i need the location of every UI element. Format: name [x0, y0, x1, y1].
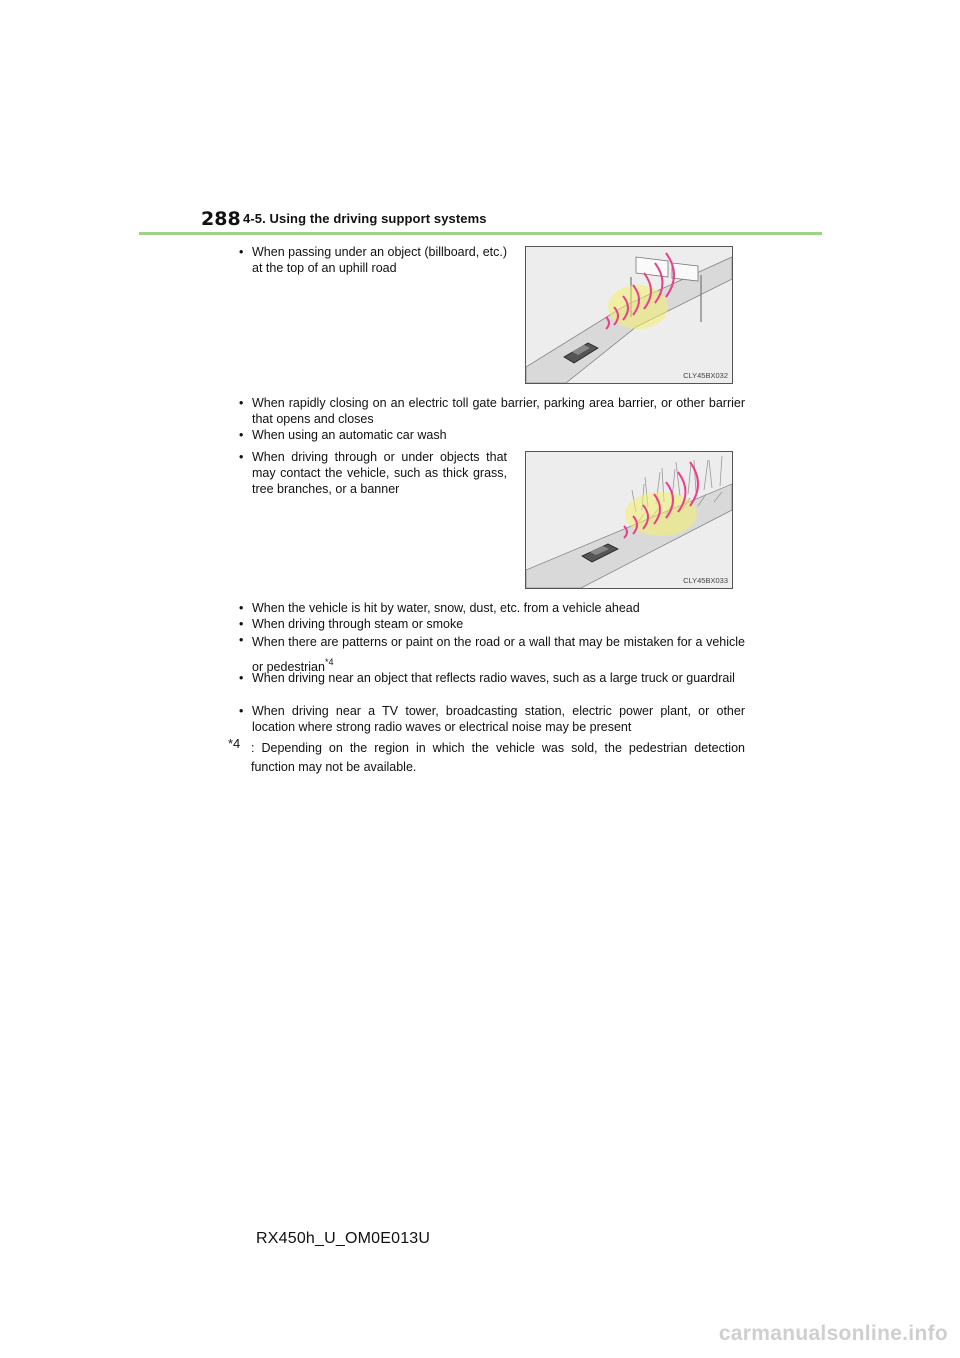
bullet-text: When driving near a TV tower, broadcasting station, electric power plant, or other location where strong radio waves or electrical noise may be present [252, 704, 745, 734]
figure-uphill-billboard [525, 246, 733, 384]
bullet-item: • When rapidly closing on an electric toll gate barrier, parking area barrier, or other barrier that opens and closes [239, 396, 745, 426]
watermark: carmanualsonline.info [718, 1322, 948, 1345]
footnote-mark: *4 [228, 736, 241, 751]
figure-code: CLY45BX033 [683, 576, 728, 585]
bullet-item: • When passing under an object (billboard, etc.) at the top of an uphill road [239, 245, 508, 275]
uphill-road-illustration [526, 247, 732, 383]
bullet-text: When passing under an object (billboard, etc.) at the top of an uphill road [252, 245, 508, 275]
bullet-text: When using an automatic car wash [252, 428, 447, 442]
bullet-item: • When driving through or under objects that may contact the vehicle, such as thick grass, tree branches, or a banner [239, 450, 507, 496]
document-code: RX450h_U_OM0E013U [256, 1230, 431, 1247]
header-rule [139, 232, 822, 235]
bullet-item: • When driving near an object that reflects radio waves, such as a large truck or guardrail [239, 670, 745, 704]
bullet-item: • When driving near a TV tower, broadcasting station, electric power plant, or other location where strong radio waves or electrical noise may be present [239, 704, 745, 734]
bullet-item: • When the vehicle is hit by water, snow, dust, etc. from a vehicle ahead [239, 600, 745, 617]
bullet-text: When rapidly closing on an electric toll gate barrier, parking area barrier, or other barrier that opens and closes [252, 396, 745, 426]
bullet-text: When driving near an object that reflects radio waves, such as a large truck or guardrail [252, 671, 735, 685]
footnote-text: : Depending on the region in which the vehicle was sold, the pedestrian detection function may not be available. [251, 741, 745, 774]
footnote-reference: *4 [324, 657, 334, 667]
section-title: 4-5. Using the driving support systems [243, 211, 487, 226]
grass-road-illustration [526, 452, 732, 588]
bullet-text: When the vehicle is hit by water, snow, dust, etc. from a vehicle ahead [252, 601, 640, 615]
bullet-text: When driving through or under objects that may contact the vehicle, such as thick grass, tree branches, or a banner [252, 450, 507, 496]
bullet-text-main: When there are patterns or paint on the road or a wall that may be mistaken for a vehicle or pedestrian [252, 635, 745, 674]
figure-code: CLY45BX032 [683, 371, 728, 380]
bullet-item: • When using an automatic car wash [239, 427, 745, 444]
figure-grass-branches [525, 451, 733, 589]
bullet-text: When driving through steam or smoke [252, 617, 464, 631]
page-header [139, 202, 822, 236]
bullet-item: • When there are patterns or paint on the road or a wall that may be mistaken for a vehicle or pedestrian$^{*4}$ [239, 632, 745, 668]
page-number: 288 [201, 208, 241, 230]
bullet-item: • When driving through steam or smoke [239, 616, 745, 633]
